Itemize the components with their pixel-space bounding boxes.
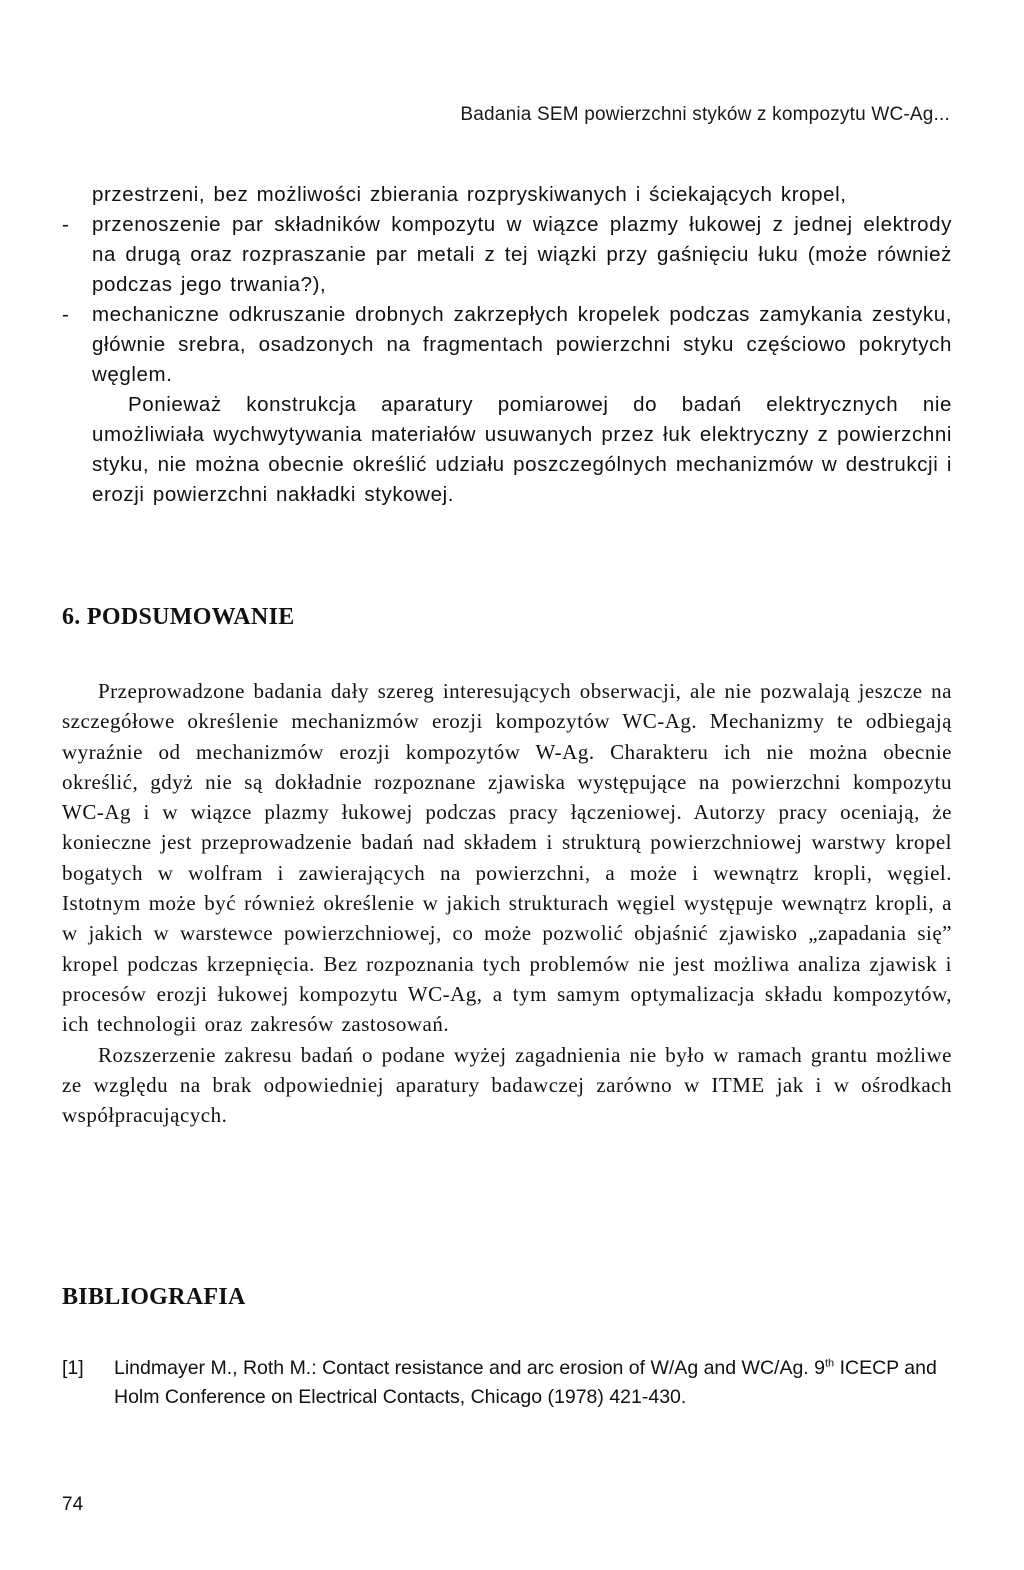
continuation-section [62, 180, 952, 510]
superscript: th [824, 1357, 835, 1370]
bullet-dash: - [62, 213, 70, 236]
section-heading-summary: 6. PODSUMOWANIE [62, 604, 295, 630]
bibliography-number: [1] [62, 1357, 84, 1379]
bibliography-text-part: ICECP and Holm Conference on Electrical Contacts, Chicago (1978) 421-430. [114, 1357, 937, 1408]
bullet-dash: - [62, 303, 70, 326]
running-header: Badania SEM powierzchni styków z kompozytu WC-Ag... [460, 104, 950, 125]
summary-paragraph: Przeprowadzone badania dały szereg interesujących obserwacji, ale nie pozwalają jeszcze na szczegółowe określenie mechanizmów erozji kompozytów WC-Ag. Mechanizmy te odbiegają wyraźnie od mechanizmów erozji kompozytów W-Ag. Charakteru ich nie można obecnie określić, gdyż nie są dokładnie rozpoznane zjawiska występujące na powierzchni kompozytu WC-Ag i w wiązce plazmy łukowej podczas pracy łączeniowej. Autorzy pracy oceniają, że konieczne jest przeprowadzenie badań nad składem i strukturą powierzchniowej warstwy kropel bogatych w wolfram i zawierających na powierzchni, a może i wewnątrz kropli, węgiel. Istotnym może być również określenie w jakich strukturach węgiel występuje wewnątrz kropli, a w jakich w warstewce powierzchniowej, co może pozwolić objaśnić zjawisko „zapadania się” kropel podczas krzepnięcia. Bez rozpoznania tych problemów nie jest możliwa analiza zjawisk i procesów erozji łukowej kompozytu WC-Ag, a tym samym optymalizacja składu kompozytów, ich technologii oraz zakresów zastosowań. [62, 679, 952, 1037]
section-heading-bibliography: BIBLIOGRAFIA [62, 1284, 246, 1310]
list-item [62, 300, 952, 390]
bibliography-list [62, 1354, 952, 1412]
list-item [62, 210, 952, 300]
bibliography-text [114, 1357, 937, 1408]
bullet-list [62, 210, 952, 390]
page-number: 74 [62, 1494, 84, 1515]
bibliography-text-part: Lindmayer M., Roth M.: Contact resistance and arc erosion of W/Ag and WC/Ag. 9 [114, 1357, 825, 1379]
body-paragraph: Ponieważ konstrukcja aparatury pomiarowej do badań elektrycznych nie umożliwiała wychwytywania materiałów usuwanych przez łuk elektryczny z powierzchni styku, nie można obecnie określić udziału poszczególnych mechanizmów w destrukcji i erozji powierzchni nakładki stykowej. [92, 393, 952, 506]
summary-paragraph: Rozszerzenie zakresu badań o podane wyżej zagadnienia nie było w ramach grantu możliwe ze względu na brak odpowiedniej aparatury badawczej zarówno w ITME jak i w ośrodkach współpracujących. [62, 1042, 952, 1128]
list-item-text: mechaniczne odkruszanie drobnych zakrzepłych kropelek podczas zamykania zestyku, głównie srebra, osadzonych na fragmentach powierzchni styku częściowo pokrytych węglem. [92, 303, 952, 386]
list-item-text: przenoszenie par składników kompozytu w wiązce plazmy łukowej z jednej elektrody na drugą oraz rozpraszanie par metali z tej wiązki przy gaśnięciu łuku (może również podczas jego trwania?), [92, 213, 952, 296]
bibliography-entry [62, 1354, 952, 1412]
list-item-continuation: przestrzeni, bez możliwości zbierania rozpryskiwanych i ściekających kropel, [92, 183, 847, 206]
summary-section [62, 676, 952, 1130]
